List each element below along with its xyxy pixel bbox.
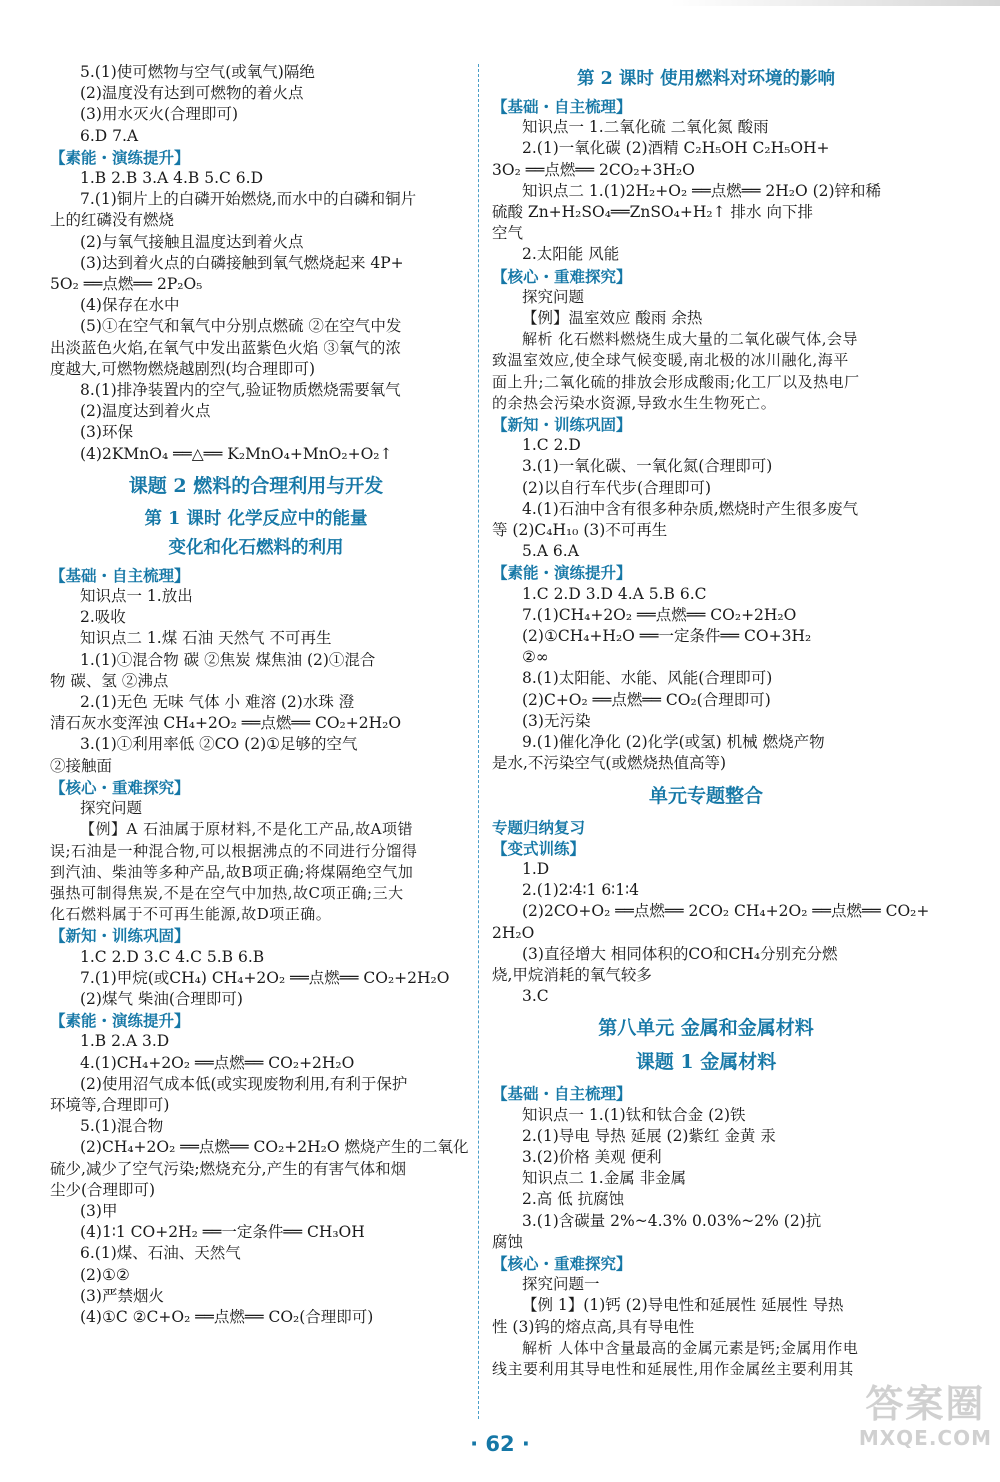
answer-line: 上的红磷没有燃烧 (50, 211, 175, 230)
answer-line: 知识点一 1.放出 (80, 587, 193, 606)
answer-line: 【例】A 石油属于原材料,不是化工产品,故A项错 (80, 820, 413, 839)
answer-line: 2.(1)2∶4∶1 6∶1∶4 (522, 881, 639, 900)
section-heading: 【基础・自主梳理】 (492, 97, 632, 116)
answer-line: 致温室效应,使全球气候变暖,南北极的冰川融化,海平 (492, 351, 849, 370)
column-divider (478, 64, 479, 1419)
answer-line: (5)①在空气和氧气中分别点燃硫 ②在空气中发 (80, 317, 402, 336)
answer-line: 解析 人体中含量最高的金属元素是钙;金属用作电 (522, 1338, 859, 1357)
answer-line: 物 碳、氢 ②沸点 (50, 671, 169, 690)
answer-line: (3)甲 (80, 1201, 118, 1220)
answer-line: (2)2CO+O₂ ══点燃══ 2CO₂ CH₄+2O₂ ══点燃══ CO₂+ (522, 902, 930, 921)
answer-line: 性 (3)钨的熔点高,具有导电性 (492, 1317, 695, 1336)
answer-line: 误;石油是一种混合物,可以根据沸点的不同进行分馏得 (50, 841, 418, 860)
answer-line: (4)保存在水中 (80, 296, 180, 315)
section-heading: 【新知・训练巩固】 (492, 415, 632, 435)
answer-line: (3)无污染 (522, 711, 591, 730)
answer-line: 2.(1)导电 导热 延展 (2)紫红 金黄 汞 (522, 1126, 776, 1145)
answer-line: 线主要利用其导电性和延展性,用作金属丝主要利用其 (492, 1359, 854, 1378)
watermark-url: MXQE.COM (858, 1426, 992, 1450)
answer-line: 6.D 7.A (80, 126, 139, 145)
answer-line: 【例】温室效应 酸雨 余热 (522, 309, 703, 328)
answer-line: 7.(1)CH₄+2O₂ ══点燃══ CO₂+2H₂O (522, 605, 797, 624)
answer-line: 5.(1)使可燃物与空气(或氧气)隔绝 (80, 63, 315, 81)
answer-line: 腐蚀 (492, 1232, 524, 1251)
answer-line: 1.B 2.B 3.A 4.B 5.C 6.D (80, 169, 264, 188)
answer-line: 解析 化石燃料燃烧生成大量的二氧化碳气体,会导 (522, 330, 859, 349)
answer-line: 知识点一 1.二氧化硫 二氧化氮 酸雨 (522, 118, 769, 137)
answer-line: 8.(1)太阳能、水能、风能(合理即可) (522, 669, 773, 688)
answer-line: 4.(1)石油中含有很多种杂质,燃烧时产生很多废气 (522, 499, 859, 518)
answer-line: 2.(1)一氧化碳 (2)酒精 C₂H₅OH C₂H₅OH+ (522, 139, 830, 158)
answer-line: 1.C 2.D 3.C 4.C 5.B 6.B (80, 947, 265, 966)
section-heading: 【核心・重难探究】 (50, 777, 190, 797)
answer-line: 1.B 2.A 3.D (80, 1032, 170, 1051)
answer-line: 1.D (522, 859, 550, 878)
answer-line: 尘少(合理即可) (50, 1180, 156, 1199)
answer-line: (2)使用沼气成本低(或实现废物利用,有利于保护 (80, 1074, 408, 1093)
section-heading: 【素能・演练提升】 (50, 147, 190, 167)
lesson-title: 课题 1 金属材料 (635, 1051, 777, 1074)
answer-line: 1.C 2.D 3.D 4.A 5.B 6.C (522, 584, 707, 603)
section-heading: 【素能・演练提升】 (50, 1011, 190, 1031)
answer-line: 硫酸 Zn+H₂SO₄══ZnSO₄+H₂↑ 排水 向下排 (492, 203, 813, 222)
answer-line: 探究问题一 (522, 1275, 600, 1294)
answer-line: 3.(1)含碳量 2%~4.3% 0.03%~2% (2)抗 (522, 1211, 822, 1230)
answer-line: (4)①C ②C+O₂ ══点燃══ CO₂(合理即可) (80, 1307, 374, 1326)
answer-line: 等 (2)C₄H₁₀ (3)不可再生 (492, 521, 668, 540)
answer-line: 探究问题 (80, 799, 143, 818)
answer-line: (3)直径增大 相同体积的CO和CH₄分别充分燃 (522, 944, 838, 963)
answer-line: 3O₂ ══点燃══ 2CO₂+3H₂O (492, 160, 695, 179)
answer-line: 2.高 低 抗腐蚀 (522, 1190, 625, 1209)
lesson-title: 单元专题整合 (648, 784, 763, 807)
answer-line: ②接触面 (50, 756, 113, 775)
page-number: · 62 · (470, 1432, 530, 1456)
answer-line: (4)1∶1 CO+2H₂ ══一定条件══ CH₃OH (80, 1223, 365, 1242)
section-heading: 【素能・演练提升】 (492, 563, 632, 583)
answer-line: (2)①CH₄+H₂O ══一定条件══ CO+3H₂ (522, 627, 812, 646)
answer-line: 7.(1)甲烷(或CH₄) CH₄+2O₂ ══点燃══ CO₂+2H₂O (80, 968, 450, 987)
section-heading: 【基础・自主梳理】 (492, 1084, 632, 1104)
watermark (859, 1382, 992, 1450)
answer-line: 4.(1)CH₄+2O₂ ══点燃══ CO₂+2H₂O (80, 1053, 355, 1072)
answer-line: 度越大,可燃物燃烧越剧烈(均合理即可) (50, 359, 316, 378)
answer-line: 出淡蓝色火焰,在氧气中发出蓝紫色火焰 ③氧气的浓 (50, 338, 401, 357)
lesson-title: 第 2 课时 使用燃料对环境的影响 (577, 69, 835, 89)
answer-line: 强热可制得焦炭,不是在空气中加热,故C项正确;三大 (50, 883, 404, 902)
answer-line: ②∞ (522, 648, 549, 667)
answer-line: 面上升;二氧化硫的排放会形成酸雨;化工厂以及热电厂 (492, 372, 860, 391)
answer-line: 3.(1)一氧化碳、一氧化氮(合理即可) (522, 457, 773, 476)
answer-line: 【例 1】(1)钙 (2)导电性和延展性 延展性 导热 (522, 1296, 844, 1315)
answer-line: 烧,甲烷消耗的氧气较多 (492, 965, 652, 984)
answer-line: 是水,不污染空气(或燃烧热值高等) (492, 754, 727, 773)
top-edge-shade (670, 0, 1000, 6)
answer-line: 5.A 6.A (522, 542, 579, 561)
answer-line: 3.(1)①利用率低 ②CO (2)①足够的空气 (80, 735, 358, 754)
section-heading: 【核心・重难探究】 (492, 1253, 632, 1273)
answer-line: 知识点二 1.煤 石油 天然气 不可再生 (80, 629, 332, 648)
answer-line: 硫少,减少了空气污染;燃烧充分,产生的有害气体和烟 (50, 1159, 407, 1178)
left-column (50, 62, 469, 1328)
answer-line: 9.(1)催化净化 (2)化学(或氢) 机械 燃烧产物 (522, 733, 825, 752)
answer-line: 的余热会污染水资源,导致水生生物死亡。 (492, 393, 777, 412)
answer-line: 1.(1)①混合物 碳 ②焦炭 煤焦油 (2)①混合 (80, 650, 376, 669)
answer-line: (3)用水灭火(合理即可) (80, 105, 239, 124)
answer-line: 8.(1)排净装置内的空气,验证物质燃烧需要氧气 (80, 381, 401, 400)
lesson-title: 第 1 课时 化学反应中的能量 (144, 508, 368, 529)
section-heading: 【基础・自主梳理】 (50, 565, 190, 585)
answer-line: 1.C 2.D (522, 436, 581, 455)
answer-line: (3)环保 (80, 423, 133, 442)
answer-line: (2)①② (80, 1265, 130, 1284)
section-heading: 【新知・训练巩固】 (50, 926, 190, 946)
answer-line: (2)温度没有达到可燃物的着火点 (80, 84, 304, 103)
answer-line: (4)2KMnO₄ ══△══ K₂MnO₄+MnO₂+O₂↑ (80, 444, 393, 463)
lesson-title: 变化和化石燃料的利用 (168, 537, 344, 558)
answer-line: 探究问题 (522, 287, 585, 306)
answer-line: 6.(1)煤、石油、天然气 (80, 1244, 241, 1263)
lesson-title: 课题 2 燃料的合理利用与开发 (128, 474, 384, 497)
answer-line: 清石灰水变浑浊 CH₄+2O₂ ══点燃══ CO₂+2H₂O (50, 714, 402, 733)
answer-line: 2H₂O (492, 923, 535, 942)
answer-line: 2.(1)无色 无味 气体 小 难溶 (2)水珠 澄 (80, 693, 355, 712)
answer-line: 知识点二 1.金属 非金属 (522, 1169, 687, 1188)
answer-line: 2.吸收 (80, 608, 126, 627)
answer-line: 到汽油、柴油等多种产品,故B项正确;将煤隔绝空气加 (50, 862, 414, 881)
section-heading: 专题归纳复习 (492, 817, 586, 837)
answer-line: (3)达到着火点的白磷接触到氧气燃烧起来 4P+ (80, 253, 404, 272)
watermark-logo-text: 答案圈 (865, 1382, 986, 1426)
section-heading: 【核心・重难探究】 (492, 266, 632, 286)
answer-line: (2)以自行车代步(合理即可) (522, 478, 712, 497)
answer-line: 7.(1)铜片上的白磷开始燃烧,而水中的白磷和铜片 (80, 190, 417, 209)
answer-line: 环境等,合理即可) (50, 1095, 170, 1114)
answer-line: 3.C (522, 987, 549, 1006)
answer-line: (2)C+O₂ ══点燃══ CO₂(合理即可) (522, 690, 771, 709)
answer-line: (2)煤气 柴油(合理即可) (80, 989, 243, 1008)
section-heading: 【变式训练】 (492, 838, 586, 858)
answer-line: (3)严禁烟火 (80, 1286, 164, 1305)
answer-line: (2)与氧气接触且温度达到着火点 (80, 232, 304, 251)
answer-line: 化石燃料属于不可再生能源,故D项正确。 (50, 905, 332, 924)
answer-line: 知识点一 1.(1)钛和钛合金 (2)铁 (522, 1105, 746, 1124)
answer-line: 5.(1)混合物 (80, 1117, 164, 1136)
right-column (492, 62, 930, 1380)
answer-line: 2.太阳能 风能 (522, 245, 620, 264)
answer-line: 5O₂ ══点燃══ 2P₂O₅ (50, 275, 203, 294)
answer-line: (2)温度达到着火点 (80, 402, 211, 421)
answer-line: (2)CH₄+2O₂ ══点燃══ CO₂+2H₂O 燃烧产生的二氧化 (80, 1138, 469, 1157)
lesson-title: 第八单元 金属和金属材料 (598, 1017, 814, 1040)
answer-line: 空气 (492, 224, 524, 243)
answer-line: 3.(2)价格 美观 便利 (522, 1147, 662, 1166)
answer-line: 知识点二 1.(1)2H₂+O₂ ══点燃══ 2H₂O (2)锌和稀 (522, 181, 882, 200)
